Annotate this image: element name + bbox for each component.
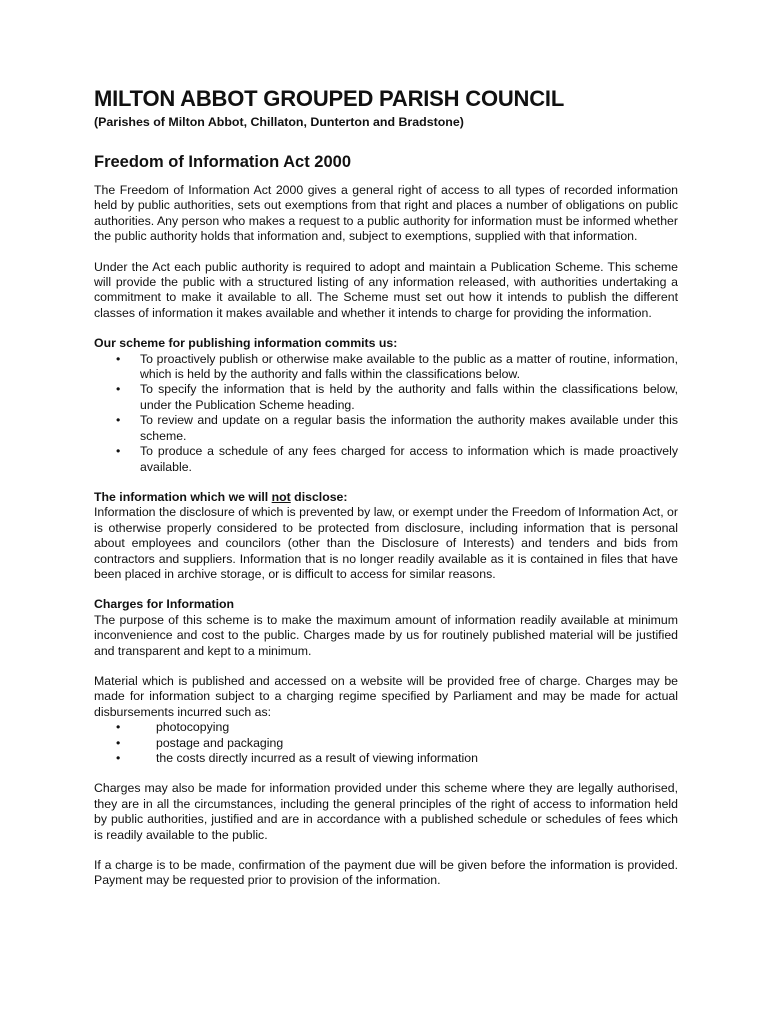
charges-list <box>94 720 678 766</box>
charges-paragraph-1: The purpose of this scheme is to make the maximum amount of information readily available at minimum inconvenience and cost to the public. Charges made by us for routinely published material will be justified and transparent and kept to a minimum. <box>94 612 678 658</box>
intro-paragraph-2: Under the Act each public authority is required to adopt and maintain a Publication Scheme. This scheme will provide the public with a structured listing of any information released, with authorities undertaking a commitment to make it available to all. The Scheme must set out how it intends to publish the different classes of information it makes available and whether it intends to charge for providing the information. <box>94 259 678 320</box>
nondisclosure-section <box>94 490 678 582</box>
bullet-icon: • <box>116 751 121 765</box>
list-item: • photocopying <box>116 720 230 735</box>
parishes-subtitle: (Parishes of Milton Abbot, Chillaton, Dunterton and Bradstone) <box>94 115 464 129</box>
list-item: • To review and update on a regular basis the information the authority makes available under this scheme. <box>116 413 678 443</box>
act-title: Freedom of Information Act 2000 <box>94 153 352 171</box>
list-item: • To proactively publish or otherwise make available to the public as a matter of routine, information, which is held by the authority and falls within the classifications below. <box>116 351 678 382</box>
charges-heading: Charges for Information <box>94 597 235 612</box>
list-item: • the costs directly incurred as a result of viewing information <box>116 751 478 765</box>
charges-section <box>94 597 678 889</box>
bullet-icon: • <box>116 351 121 366</box>
council-title: MILTON ABBOT GROUPED PARISH COUNCIL <box>94 86 565 111</box>
bullet-icon: • <box>116 720 121 735</box>
scheme-list <box>94 352 678 475</box>
bullet-icon: • <box>116 444 121 459</box>
scheme-section <box>94 336 678 475</box>
bullet-icon: • <box>116 413 121 428</box>
bullet-icon: • <box>116 382 121 397</box>
intro-paragraph-1: The Freedom of Information Act 2000 gives a general right of access to all types of recorded information held by public authorities, sets out exemptions from that right and places a number of obligations on public authorities. Any person who makes a request to a public authority for information must be informed whether the public authority holds that information and, subject to exemptions, supplied with that information. <box>94 183 678 244</box>
charges-paragraph-3: Charges may also be made for information provided under this scheme where they are legally authorised, they are in all the circumstances, including the general principles of the right of access to information held by public authorities, justified and are in accordance with a published schedule or schedules of fees which is readily available to the public. <box>94 781 678 842</box>
charges-paragraph-4: If a charge is to be made, confirmation of the payment due will be given before the information is provided. Payment may be requested prior to provision of the information. <box>94 858 678 888</box>
document-page <box>94 86 678 889</box>
list-item: • To produce a schedule of any fees charged for access to information which is made proactively available. <box>116 444 678 474</box>
list-item: • postage and packaging <box>116 735 284 750</box>
nondisclosure-text: Information the disclosure of which is prevented by law, or exempt under the Freedom of Information Act, or is otherwise properly considered to be protected from disclosure, including information that is personal about employees and councilors (other than the Disclosure of Interests) and tenders and bids from contractors and suppliers. Information that is no longer readily available as it is contained in files that have been placed in archive storage, or is difficult to access for similar reasons. <box>94 505 678 581</box>
scheme-heading: Our scheme for publishing information commits us: <box>94 336 398 351</box>
nondisclosure-heading: The information which we will not disclose: <box>94 489 348 504</box>
charges-paragraph-2: Material which is published and accessed on a website will be provided free of charge. Charges may be made for information subject to a charging regime specified by Parliament and may be made for actual disbursements incurred such as: <box>94 673 678 719</box>
bullet-icon: • <box>116 735 121 750</box>
list-item: • To specify the information that is held by the authority and falls within the classifications below, under the Publication Scheme heading. <box>116 382 678 412</box>
